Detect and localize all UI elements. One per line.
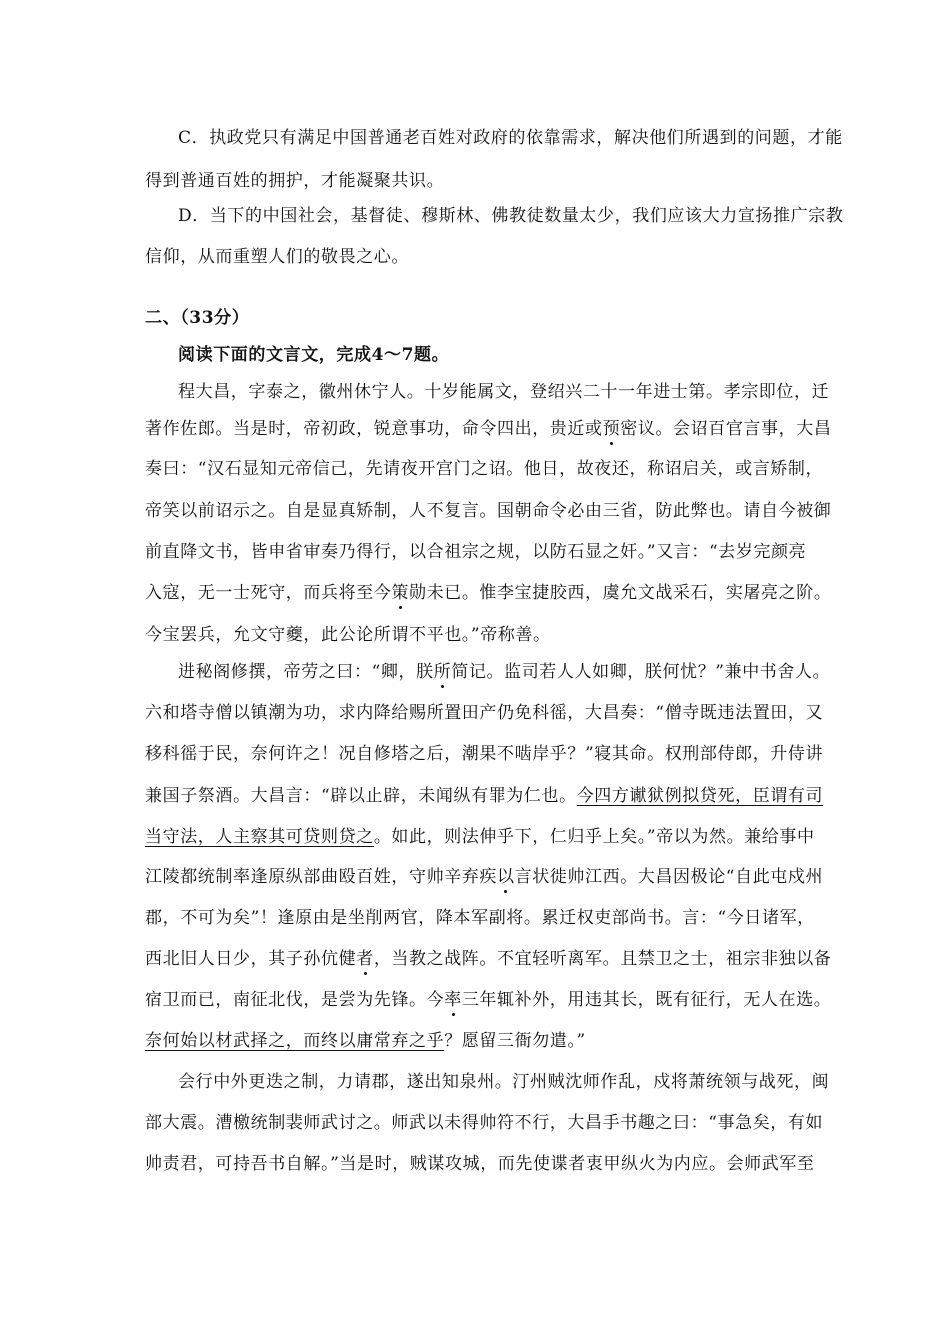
text-segment: ？愿留三衙勿遣。”	[444, 1031, 586, 1051]
passage-p2-line-3: 移科徭于民，奈何许之！况自修塔之后，潮果不啮岸乎？”寝其命。权刑部侍郎，升侍讲	[145, 744, 824, 764]
text-segment: 西北旧人日少，其子孙伉健	[145, 949, 357, 969]
text-segment: 入寇，无一士死守，而兵将至今	[145, 583, 392, 603]
dotted-character: 策	[391, 583, 410, 603]
dotted-character: 者	[356, 949, 374, 969]
passage-p2-line-10	[145, 1030, 586, 1052]
option-d-line-2: 信仰，从而重塑人们的敬畏之心。	[145, 247, 409, 267]
section-instruction: 阅读下面的文言文，完成4～7题。	[178, 345, 450, 365]
passage-p3-line-3: 帅责君，可持吾书自解。”当是时，贼谋攻城，而先使谍者衷甲纵火为内应。会师武军至	[145, 1154, 815, 1174]
passage-p2-line-8	[145, 948, 831, 970]
underlined-sentence: 奈何始以材武择之，而终以庸常弃之乎	[145, 1031, 445, 1051]
text-segment: ，当教之战阵。不宜轻听离军。且禁卫之士，祖宗非独以备	[373, 949, 832, 969]
passage-p2-line-4	[145, 785, 823, 807]
dotted-character: 所	[433, 662, 452, 682]
underlined-sentence: 当守法，人主察其可贷则贷之	[145, 827, 374, 847]
passage-p1-line-5: 前直降文书，皆申省审奏乃得行，以合祖宗之规，以防石显之奸。”又言：“去岁完颜亮	[145, 542, 807, 562]
text-segment: 宿卫而已，南征北伐，是尝为先锋。今	[145, 990, 445, 1010]
text-segment: 密议。会诏百官言事，大昌	[620, 419, 832, 439]
text-segment: 兼国子祭酒。大昌言：“辟以止辟，未闻纵有罪为仁也。	[145, 786, 577, 806]
passage-p1-line-6	[145, 582, 831, 604]
section-heading: 二、（33分）	[145, 308, 250, 328]
dotted-character: 预	[602, 419, 621, 439]
passage-p1-line-1: 程大昌，字泰之，徽州休宁人。十岁能属文，登绍兴二十一年进士第。孝宗即位，迁	[178, 382, 830, 402]
passage-p2-line-5	[145, 826, 815, 848]
text-segment: 。如此，则法伸乎下，仁归乎上矣。”帝以为然。兼给事中	[373, 827, 815, 847]
passage-p1-line-7: 今宝罢兵，允文守夔，此公论所谓不平也。”帝称善。	[145, 625, 551, 645]
text-segment: 进秘阁修撰，帝劳之曰：“卿，朕	[178, 662, 434, 682]
dotted-character: 率	[444, 990, 462, 1010]
passage-p2-line-9	[145, 989, 831, 1011]
passage-p2-line-1	[178, 661, 830, 683]
option-d-line-1: D．当下的中国社会，基督徒、穆斯林、佛教徒数量太少，我们应该大力宣扬推广宗教	[178, 206, 844, 226]
passage-p1-line-3: 奏曰：“汉石显知元帝信己，先请夜开宫门之诏。他日，故夜还，称诏启关，或言矫制，	[145, 459, 824, 479]
text-segment: 言状徙帅江西。大昌因极论“自此屯戍州	[514, 867, 824, 887]
option-c-line-2: 得到普通百姓的拥护，才能凝聚共识。	[145, 171, 445, 191]
passage-p3-line-2: 部大震。漕檄统制裴师武讨之。师武以未得帅符不行，大昌手书趣之曰：“事急矣，有如	[145, 1113, 824, 1133]
passage-p2-line-2: 六和塔寺僧以镇潮为功，求内降给赐所置田产仍免科徭，大昌奏：“僧寺既违法置田，又	[145, 703, 824, 723]
text-segment: 勋未已。惟李宝捷胶西，虞允文战采石，实屠亮之阶。	[409, 583, 832, 603]
text-segment: 简记。监司若人人如卿，朕何忧？”兼中书舍人。	[451, 662, 831, 682]
dotted-character: 以	[497, 867, 515, 887]
text-segment: 著作佐郎。当是时，帝初政，锐意事功，命令四出，贵近或	[145, 419, 603, 439]
passage-p2-line-6	[145, 866, 823, 888]
passage-p3-line-1: 会行中外更迭之制，力请郡，遂出知泉州。汀州贼沈师作乱，戍将萧统领与战死，闽	[178, 1072, 830, 1092]
passage-p2-line-7: 郡，不可为矣”！逢原由是坐削两官，降本军副将。累迁权吏部尚书。言：“今日诸军，	[145, 908, 815, 928]
text-segment: 三年辄补外，用违其长，既有征行，无人在选。	[461, 990, 832, 1010]
option-c-line-1: C．执政党只有满足中国普通老百姓对政府的依靠需求，解决他们所遇到的问题，才能	[178, 128, 843, 148]
passage-p1-line-2	[145, 418, 831, 440]
text-segment: 江陵都统制率逢原纵部曲殴百姓，守帅辛弃疾	[145, 867, 497, 887]
underlined-sentence: 今四方谳狱例拟贷死，臣谓有司	[576, 786, 824, 806]
passage-p1-line-4: 帝笑以前诏示之。自是显真矫制，人不复言。国朝命令必由三省，防此弊也。请自今被御	[145, 501, 832, 521]
